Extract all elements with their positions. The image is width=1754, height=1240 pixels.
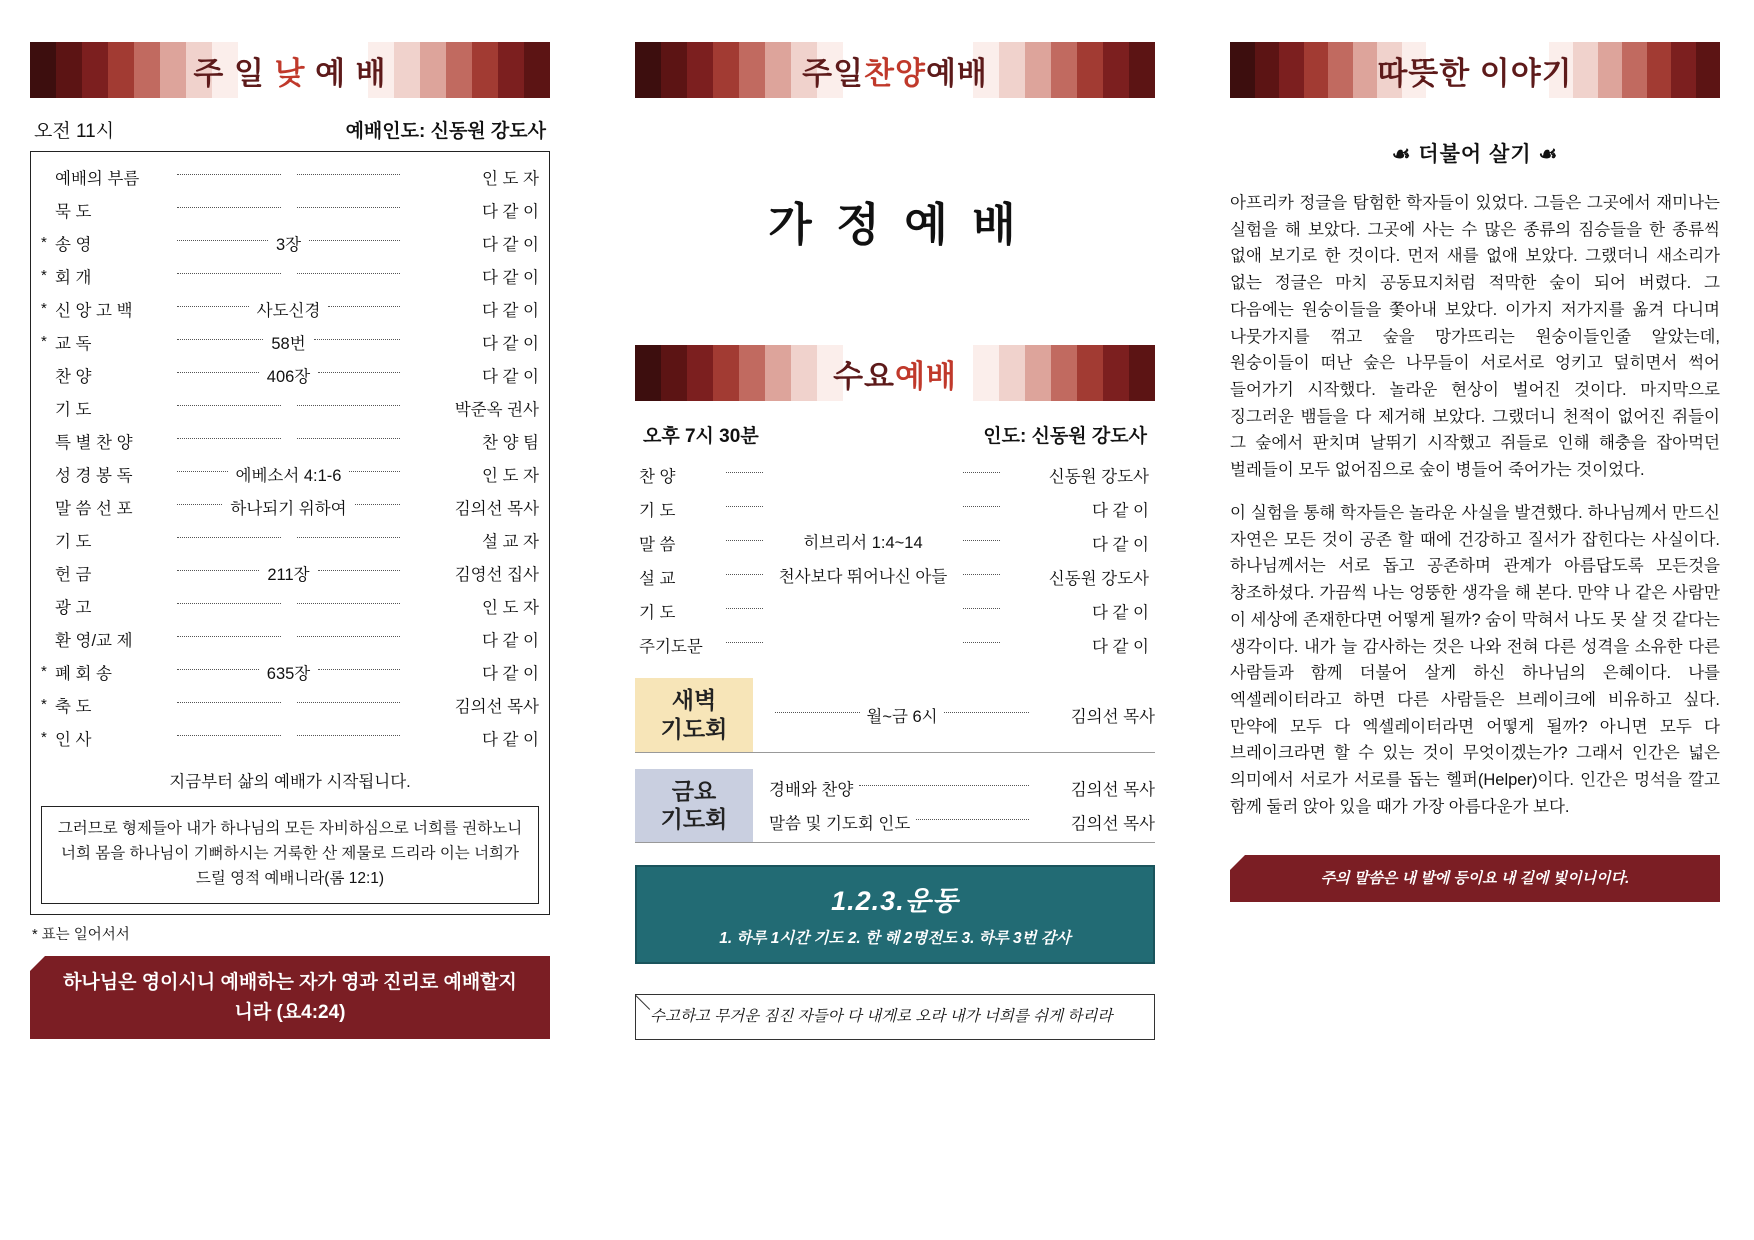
banner-title-part1: 수요	[833, 358, 895, 394]
dawn-prayer-line	[755, 698, 1155, 732]
order-dots	[963, 540, 1000, 541]
order-item: 특 별 찬 양	[55, 433, 133, 452]
order-dots	[177, 702, 281, 703]
order-item: 헌 금	[55, 565, 92, 584]
order-detail: 406장	[266, 367, 311, 386]
order-star: *	[41, 696, 47, 713]
service-time: 오전 11시	[34, 121, 115, 142]
order-row	[41, 655, 539, 688]
order-item: 말 씀	[639, 536, 676, 554]
story-heading: ☙ 더불어 살기 ☙	[1391, 143, 1559, 166]
order-who: 다 같 이	[1092, 502, 1149, 520]
column-praise-and-wednesday	[635, 0, 1155, 1240]
order-dots	[963, 472, 1000, 473]
wednesday-leader: 인도: 신동원 강도사	[983, 426, 1147, 447]
order-dots	[177, 735, 281, 736]
order-detail: 3장	[275, 235, 302, 254]
order-dots	[355, 504, 400, 505]
order-dots	[963, 608, 1000, 609]
banner-title-part3: 예배	[925, 55, 988, 91]
order-item: 회 개	[55, 268, 92, 287]
order-dots	[177, 405, 281, 406]
order-who: 다 같 이	[482, 235, 539, 254]
order-who: 다 같 이	[482, 268, 539, 287]
order-dots	[297, 537, 401, 538]
order-row	[41, 556, 539, 589]
order-who: 다 같 이	[482, 334, 540, 353]
order-dots	[349, 471, 400, 472]
order-item: 찬 양	[55, 367, 92, 386]
order-row	[41, 688, 539, 721]
friday-tag-line2: 기도회	[660, 806, 728, 833]
banner-title-part2: 예배	[895, 358, 957, 394]
banner-title-part1: 주일	[802, 55, 865, 91]
order-dots	[963, 574, 1000, 575]
order-dots	[963, 506, 1000, 507]
order-star: *	[41, 234, 47, 251]
order-row	[41, 622, 539, 655]
order-dots	[318, 669, 400, 670]
order-who: 김의선 목사	[454, 697, 539, 716]
order-dots	[297, 405, 401, 406]
order-dots	[309, 240, 400, 241]
order-item: 기 도	[639, 502, 676, 520]
order-row	[41, 292, 539, 325]
banner-title	[827, 351, 963, 396]
friday-tag-line1: 금요	[671, 777, 717, 804]
ribbon-right: 주의 말씀은 내 발에 등이요 내 길에 빛이니이다.	[1230, 855, 1720, 902]
order-of-service-left	[30, 151, 550, 915]
order-dots	[177, 174, 281, 175]
dawn-prayer-who: 김의선 목사	[1070, 707, 1155, 726]
order-row	[41, 721, 539, 754]
order-row	[41, 160, 539, 193]
banner-title-part1: 따뜻한 이야기	[1377, 55, 1573, 91]
banner-sunday-morning	[30, 42, 550, 98]
banner-title-part1: 주 일	[193, 55, 275, 91]
order-dots	[726, 506, 763, 507]
order-dots	[177, 372, 259, 373]
banner-title-part2: 찬양	[864, 55, 926, 91]
order-dots	[963, 642, 1000, 643]
order-dots	[177, 504, 222, 505]
order-dots	[726, 608, 763, 609]
order-star: *	[41, 333, 47, 350]
order-of-service-wednesday	[635, 458, 1155, 662]
order-dots	[297, 438, 401, 439]
order-who: 김의선 목사	[454, 499, 540, 518]
scripture-box: 그러므로 형제들아 내가 하나님의 모든 자비하심으로 너희를 권하노니 너희 몸을 하나님이 기뻐하시는 거룩한 산 제물로 드리라 이는 너희가 드릴 영적 예배니라(롬 12:1)	[41, 806, 539, 904]
order-dots	[297, 603, 401, 604]
column-sunday-morning	[30, 0, 550, 1240]
order-who: 신동원 강도사	[1048, 468, 1149, 486]
order-dots	[297, 636, 401, 637]
order-row	[635, 526, 1155, 560]
order-item: 신 앙 고 백	[55, 301, 133, 320]
friday-prayer-body	[755, 769, 1155, 843]
order-dots	[944, 712, 1029, 713]
story-paragraph: 아프리카 정글을 탐험한 학자들이 있었다. 그들은 그곳에서 재미나는 실험을 해 보았다. 그곳에 사는 수 많은 종류의 짐승들을 한 종류씩 없애 보기로 한 것이다. 먼저 새를 없애 보았다. 그랬더니 새소리가 없는 정글은 마치 공동묘지처럼 적막한 숲이 되어 버렸다. 그 다음에는 원숭이들을 쫓아내 보았다. 이가지 저가지를 옮겨 다니며 나뭇가지를 꺾고 숲을 망가뜨리는 원숭이들인줄 알았는데, 원숭이들이 떠난 숲은 나무들이 서로서로 엉키고 덮히면서 썩어 들어가기 시작했다. 놀라운 현상이 벌어진 것이다. 마지막으로 징그러운 뱀들을 다 제거해 보았다. 그랬더니 천적이 없어진 쥐들이 그 숲에서 판치며 날뛰기 시작했고 쥐들로 인해 해충을 잡아먹던 벌레들이 모두 없어짐으로 숲이 병들어 죽어가는 것이었다.	[1230, 194, 1720, 480]
order-who: 다 같 이	[482, 202, 539, 221]
friday-line-who: 김의선 목사	[1070, 815, 1155, 834]
standing-footnote: * 표는 일어서서	[32, 927, 130, 944]
order-item: 설 교	[639, 570, 676, 588]
order-star: *	[41, 729, 47, 746]
order-item: 주기도문	[639, 638, 703, 656]
friday-prayer-line	[755, 771, 1155, 805]
column-warm-story	[1230, 0, 1720, 1240]
order-row	[41, 490, 539, 523]
order-item: 폐 회 송	[55, 664, 112, 683]
order-item: 광 고	[55, 598, 92, 617]
order-who: 찬 양 팀	[482, 433, 539, 452]
order-detail: 211장	[267, 565, 310, 584]
order-who: 박준옥 권사	[454, 400, 539, 419]
order-dots	[297, 735, 401, 736]
motto-box	[635, 865, 1155, 964]
order-detail: 에베소서 4:1-6	[235, 466, 342, 485]
order-detail: 사도신경	[256, 301, 321, 320]
order-dots	[328, 306, 400, 307]
banner-title-part3: 예 배	[305, 55, 387, 91]
banner-title	[1371, 48, 1578, 93]
order-dots	[177, 438, 281, 439]
banner-title	[187, 48, 392, 93]
order-row	[41, 226, 539, 259]
dawn-prayer-block	[635, 678, 1155, 753]
order-item: 예배의 부름	[55, 169, 140, 188]
dawn-prayer-time: 월~금 6시	[866, 707, 938, 726]
service-meta	[34, 116, 546, 143]
friday-line-who: 김의선 목사	[1070, 781, 1155, 800]
order-dots	[177, 207, 281, 208]
order-dots	[177, 570, 259, 571]
order-dots	[916, 819, 1029, 820]
friday-line-label: 경배와 찬양	[769, 781, 854, 800]
order-dots	[177, 537, 281, 538]
banner-sunday-praise	[635, 42, 1155, 98]
order-detail: 히브리서 1:4~14	[803, 533, 923, 552]
friday-line-label: 말씀 및 기도회 인도	[769, 815, 911, 834]
order-item: 인 사	[55, 730, 92, 749]
friday-prayer-line	[755, 805, 1155, 839]
friday-prayer-block	[635, 769, 1155, 844]
banner-title-part2: 낮	[274, 55, 306, 91]
order-who: 다 같 이	[1092, 638, 1149, 656]
order-who: 김영선 집사	[454, 565, 539, 584]
order-item: 축 도	[55, 697, 92, 716]
order-row	[635, 492, 1155, 526]
order-who: 다 같 이	[482, 631, 539, 650]
order-item: 찬 양	[639, 468, 676, 486]
order-detail: 하나되기 위하여	[230, 499, 347, 518]
order-item: 교 독	[55, 334, 92, 353]
ribbon-left: 하나님은 영이시니 예배하는 자가 영과 진리로 예배할지니라 (요4:24)	[30, 956, 550, 1039]
dawn-prayer-tag	[635, 678, 755, 752]
order-item: 묵 도	[55, 202, 92, 221]
friday-prayer-tag	[635, 769, 755, 843]
order-dots	[314, 339, 400, 340]
order-item: 기 도	[55, 532, 92, 551]
order-detail: 58번	[271, 334, 306, 353]
order-who: 다 같 이	[482, 301, 540, 320]
service-leader: 예배인도: 신동원 강도사	[345, 121, 546, 142]
order-detail: 635장	[266, 664, 311, 683]
order-item: 말 씀 선 포	[55, 499, 133, 518]
story-paragraph: 이 실험을 통해 학자들은 놀라운 사실을 발견했다. 하나님께서 만드신 자연은 모든 것이 공존 할 때에 건강하고 질서가 잡힌다는 사실이다. 하나님께서는 서로 돕고 공존하며 관계가 아름답도록 모든것을 창조하셨다. 가끔씩 나는 엉뚱한 생각을 해 본다. 만약 나 같은 사람만 이 세상에 존재한다면 어떻게 될까? 숨이 막혀서 나도 못 살 것 같다는 생각이다. 내가 늘 감사하는 것은 나와 전혀 다른 성격을 소유한 다른 사람들과 함께 더불어 살게 하신 하나님의 은혜이다. 나를 엑셀레이터라고 하면 다른 사람들은 브레이크에 비유하고 싶다. 만약에 모두 다 엑셀레이터라면 어떻게 될까? 아니면 모두 다 브레이크라면 할 수 있는 것이 무엇이겠는가? 그래서 인간은 넓은 의미에서 서로가 서로를 돕는 헬퍼(Helper)이다. 인간은 멍석을 깔고 함께 둘러 앉아 있을 때가 가장 아름다운가 보다.	[1230, 503, 1720, 816]
order-row	[41, 193, 539, 226]
order-dots	[726, 642, 763, 643]
order-item: 환 영/교 제	[55, 631, 133, 650]
order-item: 기 도	[639, 604, 676, 622]
dawn-tag-line2: 기도회	[660, 715, 728, 742]
motto-title: 1.2.3.운동	[831, 886, 959, 916]
order-who: 다 같 이	[482, 730, 539, 749]
banner-wednesday	[635, 345, 1155, 401]
order-item: 성 경 봉 독	[55, 466, 133, 485]
order-dots	[177, 273, 281, 274]
order-dots	[177, 339, 263, 340]
order-row	[41, 457, 539, 490]
order-row	[635, 560, 1155, 594]
order-row	[41, 523, 539, 556]
order-dots	[177, 471, 228, 472]
order-dots	[775, 712, 860, 713]
order-row	[41, 358, 539, 391]
order-dots	[726, 472, 763, 473]
order-dots	[318, 570, 400, 571]
order-dots	[297, 207, 401, 208]
order-dots	[297, 273, 401, 274]
order-dots	[726, 574, 763, 575]
order-who: 인 도 자	[482, 169, 539, 188]
order-star: *	[41, 300, 47, 317]
order-dots	[177, 636, 281, 637]
order-closing-note: 지금부터 삶의 예배가 시작됩니다.	[169, 773, 411, 791]
order-row	[41, 424, 539, 457]
banner-warm-story	[1230, 42, 1720, 98]
order-row	[635, 594, 1155, 628]
dawn-prayer-body	[755, 678, 1155, 752]
order-who: 설 교 자	[482, 532, 539, 551]
order-item: 기 도	[55, 400, 92, 419]
order-who: 인 도 자	[482, 598, 539, 617]
dawn-tag-line1: 새벽	[671, 687, 717, 713]
order-who: 신동원 강도사	[1048, 570, 1149, 588]
order-who: 인 도 자	[482, 466, 540, 485]
wednesday-meta	[643, 421, 1147, 448]
order-who: 다 같 이	[482, 664, 539, 683]
banner-title	[796, 48, 994, 93]
order-star: *	[41, 663, 47, 680]
order-item: 송 영	[55, 235, 92, 254]
order-dots	[297, 702, 401, 703]
order-dots	[318, 372, 400, 373]
order-star: *	[41, 267, 47, 284]
order-dots	[297, 174, 401, 175]
home-worship-title: 가 정 예 배	[768, 199, 1022, 250]
order-row	[41, 325, 539, 358]
order-dots	[177, 306, 249, 307]
quote-box-mid: 수고하고 무거운 짐진 자들아 다 내게로 오라 내가 너희를 쉬게 하리라	[635, 994, 1155, 1040]
order-row	[41, 589, 539, 622]
order-who: 다 같 이	[482, 367, 539, 386]
order-row	[635, 628, 1155, 662]
order-dots	[177, 603, 281, 604]
order-row	[635, 458, 1155, 492]
order-who: 다 같 이	[1092, 536, 1149, 554]
motto-subtitle: 1. 하루 1시간 기도 2. 한 해 2명전도 3. 하루 3번 감사	[719, 930, 1071, 947]
order-row	[41, 259, 539, 292]
order-dots	[726, 540, 763, 541]
order-dots	[859, 785, 1029, 786]
order-row	[41, 391, 539, 424]
order-who: 다 같 이	[1092, 604, 1149, 622]
order-dots	[177, 240, 268, 241]
wednesday-time: 오후 7시 30분	[643, 426, 759, 447]
order-dots	[177, 669, 259, 670]
order-detail: 천사보다 뛰어나신 아들	[778, 567, 948, 586]
